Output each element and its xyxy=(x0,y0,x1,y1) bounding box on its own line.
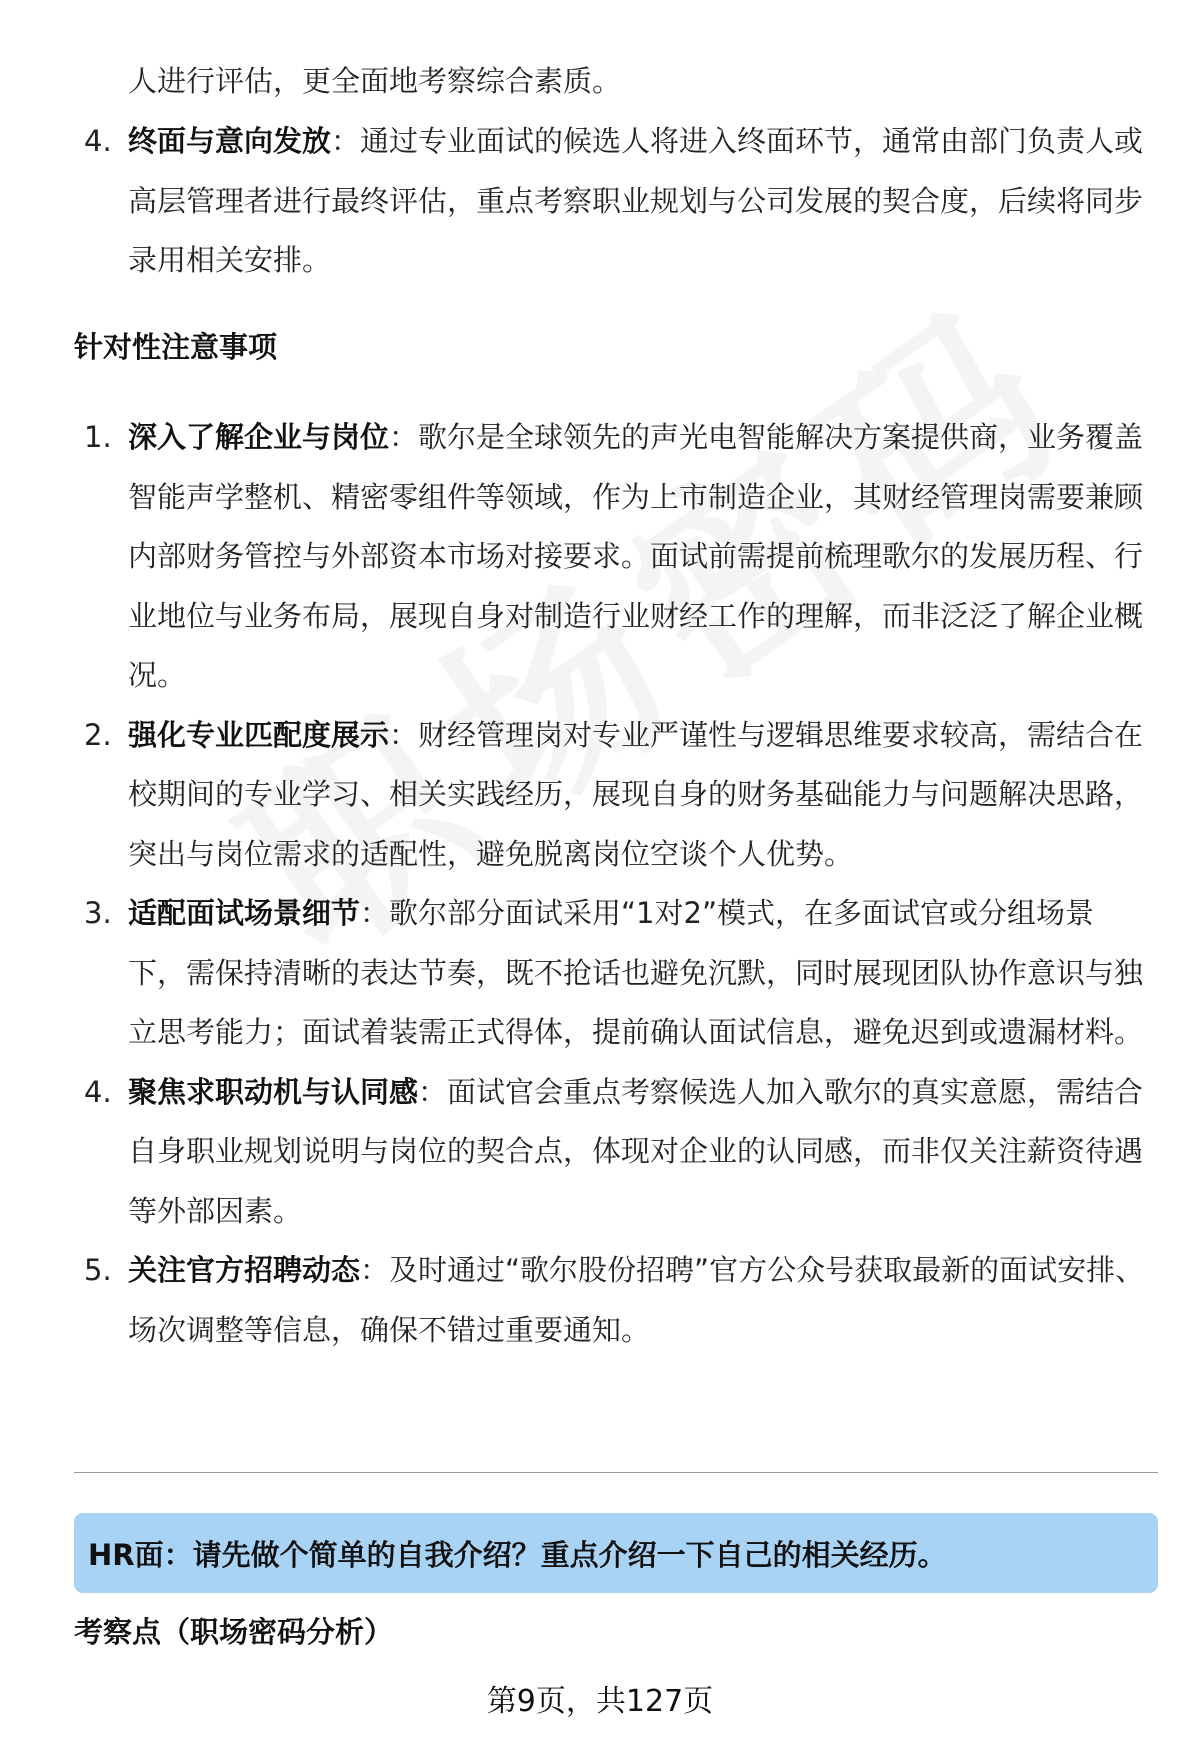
section-divider xyxy=(74,1472,1158,1473)
list-item-text: 歌尔是全球领先的声光电智能解决方案提供商，业务覆盖智能声学整机、精密零组件等领域，作为上市制造企业，其财经管理岗需要兼顾内部财务管控与外部资本市场对接要求。面试前需提前梳理歌尔的发展历程、行业地位与业务布局，展现自身对制造行业财经工作的理解，而非泛泛了解企业概况。 xyxy=(128,420,1144,692)
question-callout xyxy=(74,1513,1158,1593)
process-step-list xyxy=(0,112,1200,291)
list-item-term: 深入了解企业与岗位 xyxy=(128,420,390,454)
list-item-separator: ： xyxy=(331,124,361,158)
list-item-separator: ： xyxy=(389,717,419,752)
list-item-separator: ： xyxy=(418,1074,448,1109)
question-callout-text: HR面：请先做个简单的自我介绍？重点介绍一下自己的相关经历。 xyxy=(88,1537,947,1572)
intro-paragraph-tail: 人进行评估，更全面地考察综合素质。 xyxy=(128,64,622,98)
list-item-separator: ： xyxy=(360,896,390,930)
list-item-number: 1. xyxy=(84,420,112,454)
list-item-text: 及时通过“歌尔股份招聘”官方公众号获取最新的面试安排、场次调整等信息，确保不错过重要通知。 xyxy=(128,1253,1145,1347)
list-item-text: 面试官会重点考察候选人加入歌尔的真实意愿，需结合自身职业规划说明与岗位的契合点，体现对企业的认同感，而非仅关注薪资待遇等外部因素。 xyxy=(128,1074,1144,1228)
list-item-text: 通过专业面试的候选人将进入终面环节，通常由部门负责人或高层管理者进行最终评估，重点考察职业规划与公司发展的契合度，后续将同步录用相关安排。 xyxy=(128,124,1144,277)
section-heading-notes: 针对性注意事项 xyxy=(74,330,278,364)
list-item-term: 聚焦求职动机与认同感 xyxy=(128,1074,419,1109)
list-item-number: 2. xyxy=(84,717,112,752)
list-item xyxy=(0,706,1200,885)
list-item xyxy=(0,112,1200,291)
list-item-term: 强化专业匹配度展示 xyxy=(128,717,390,752)
list-item xyxy=(0,1241,1200,1360)
list-item-term: 终面与意向发放 xyxy=(128,124,332,158)
list-item-separator: ： xyxy=(389,420,419,454)
list-item-number: 3. xyxy=(84,896,112,930)
notes-list xyxy=(0,408,1200,1360)
list-item-text: 财经管理岗对专业严谨性与逻辑思维要求较高，需结合在校期间的专业学习、相关实践经历，展现自身的财务基础能力与问题解决思路，突出与岗位需求的适配性，避免脱离岗位空谈个人优势。 xyxy=(128,717,1144,871)
list-item xyxy=(0,1063,1200,1242)
list-item-number: 4. xyxy=(84,124,112,158)
page-number-footer: 第9页，共127页 xyxy=(486,1684,714,1719)
list-item-text: 歌尔部分面试采用“1对2”模式，在多面试官或分组场景下，需保持清晰的表达节奏，既不抢话也避免沉默，同时展现团队协作意识与独立思考能力；面试着装需正式得体，提前确认面试信息，避免迟到或遗漏材料。 xyxy=(128,896,1144,1049)
section-heading-analysis: 考察点（职场密码分析） xyxy=(74,1615,394,1649)
list-item-separator: ： xyxy=(360,1253,390,1287)
list-item xyxy=(0,408,1200,706)
list-item xyxy=(0,884,1200,1063)
list-item-term: 关注官方招聘动态 xyxy=(128,1253,361,1287)
list-item-term: 适配面试场景细节 xyxy=(128,896,361,930)
list-item-number: 4. xyxy=(84,1074,112,1109)
list-item-number: 5. xyxy=(84,1253,112,1287)
